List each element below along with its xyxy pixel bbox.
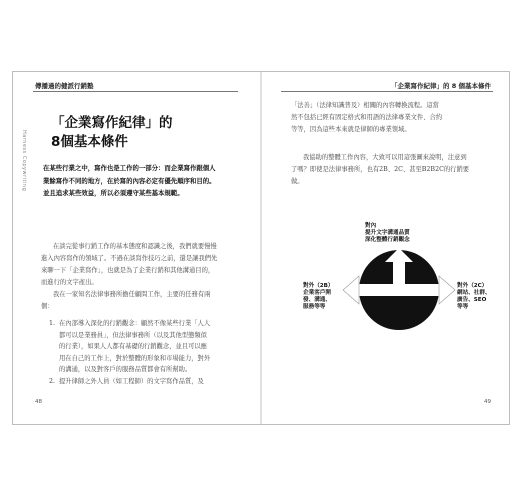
diagram-left-label: [303, 283, 334, 311]
arrow-up-shape: [385, 248, 413, 290]
list-line: 提升律師之外人員（如工程師）的文字寫作品質，及: [59, 377, 204, 385]
diagram-label-line: 發、溝通、: [303, 297, 331, 303]
body-line: 在談完從事行銷工作的基本態度和認識之後，我們就要慢慢: [53, 243, 217, 250]
right-page-number: 49: [484, 399, 491, 405]
intro-line: 在某些行業之中，寫作也是工作的一部分：而企業寫作跟個人: [43, 164, 216, 172]
diagram-right-label: [457, 283, 491, 311]
list-number: 1.: [49, 320, 56, 327]
diagram-label-line: 對外（2C）: [457, 283, 488, 289]
intro-line: 並且追求某些效益，所以必須遵守某些基本規範。: [43, 189, 184, 197]
body-line: 來聊一下「企業寫作」，也就是為了企業行銷和其他溝通目的，: [41, 267, 215, 274]
chapter-title-line2: 8個基本條件: [51, 134, 128, 150]
list-line: 的行業），如果人人都有基礎的行銷觀念，並且可以應: [59, 343, 207, 350]
body-line: 「法善」（法律知識普及）相關的內容轉換流程。這當: [291, 102, 439, 109]
body-line: 進入內容寫作的領域了。不過在談寫作技巧之前，還是讓我們先: [41, 255, 218, 262]
body-line: 等等，因為這些本來就是律師的專業領域。: [291, 126, 411, 133]
body-paragraph: [41, 241, 239, 289]
list-item: [41, 318, 239, 376]
body-line: 我協助的整體工作內容，大致可以用這張圖來說明，注意到: [303, 154, 467, 161]
book-spine: [260, 72, 262, 424]
diagram-label-line: 廣告、SEO: [457, 297, 487, 303]
diagram-label-line: 提升文字溝通品質: [365, 230, 410, 236]
list-number: 2.: [49, 377, 56, 385]
body-paragraph: [291, 100, 491, 136]
body-line: 做。: [291, 178, 304, 185]
diagram-label-line: 企業客戶開: [303, 290, 331, 296]
right-header-rule: [281, 91, 493, 92]
arrow-right-outline: [439, 276, 455, 304]
body-line: 我在一家知名法律事務所擔任顧問工作，主要的任務有兩: [53, 291, 211, 298]
arrow-right-shape: [399, 276, 455, 304]
arrow-left-outline: [343, 276, 359, 304]
list-line: 在內部導入深化的行銷觀念：顧然不像某些行業「人人: [59, 320, 211, 327]
intro-line: 業餘寫作不同的地方，在於寫的內容必定有優先順序和目的。: [43, 176, 216, 185]
diagram-label-line: 等等: [457, 304, 469, 310]
diagram-top-label: [365, 223, 410, 244]
diagram-label-line: 對內: [365, 223, 377, 229]
list-line: 的溝通，以及對客戶的服務品質都會有所幫助。: [59, 366, 192, 373]
body-line: 了嗎？即使是法律事務所，也有2B、2C、甚至B2B2C的行銷要: [291, 166, 470, 173]
list-item: [41, 376, 239, 388]
right-running-header: 「企業寫作紀律」的 8 個基本條件: [390, 82, 491, 90]
body-line: 個：: [41, 303, 54, 310]
body-paragraph: [41, 289, 239, 313]
chapter-title-line1: 「企業寫作紀律」的: [51, 115, 173, 131]
diagram-label-line: 對外（2B）: [303, 283, 334, 289]
body-line: 而進行的文字產出。: [41, 279, 98, 286]
list-line: 用在自己的工作上，對於整體的形象和市場能力，對外: [59, 354, 211, 362]
left-page-number: 48: [35, 399, 42, 405]
left-running-header: 傳播過的健派行銷塾: [35, 82, 94, 90]
task-list: [41, 318, 239, 387]
book-spread: [12, 71, 510, 425]
diagram-label-line: 服務等等: [303, 304, 326, 310]
body-paragraph: [291, 152, 491, 188]
diagram-label-line: 深化整體行銷觀念: [365, 237, 410, 243]
left-header-rule: [33, 91, 238, 92]
diagram-circle: [359, 250, 439, 330]
body-line: 然不包括已經有固定格式和用語的法律專業文件、合約: [291, 114, 443, 121]
side-tab-label: Harness Copywriting: [21, 130, 27, 192]
intro-paragraph: [43, 162, 239, 200]
diagram-label-line: 網站、社群、: [457, 290, 491, 296]
list-line: 都可以是業務員」，但法律事務所（以及其他型態類似: [59, 331, 207, 339]
arrow-left-shape: [343, 276, 399, 304]
